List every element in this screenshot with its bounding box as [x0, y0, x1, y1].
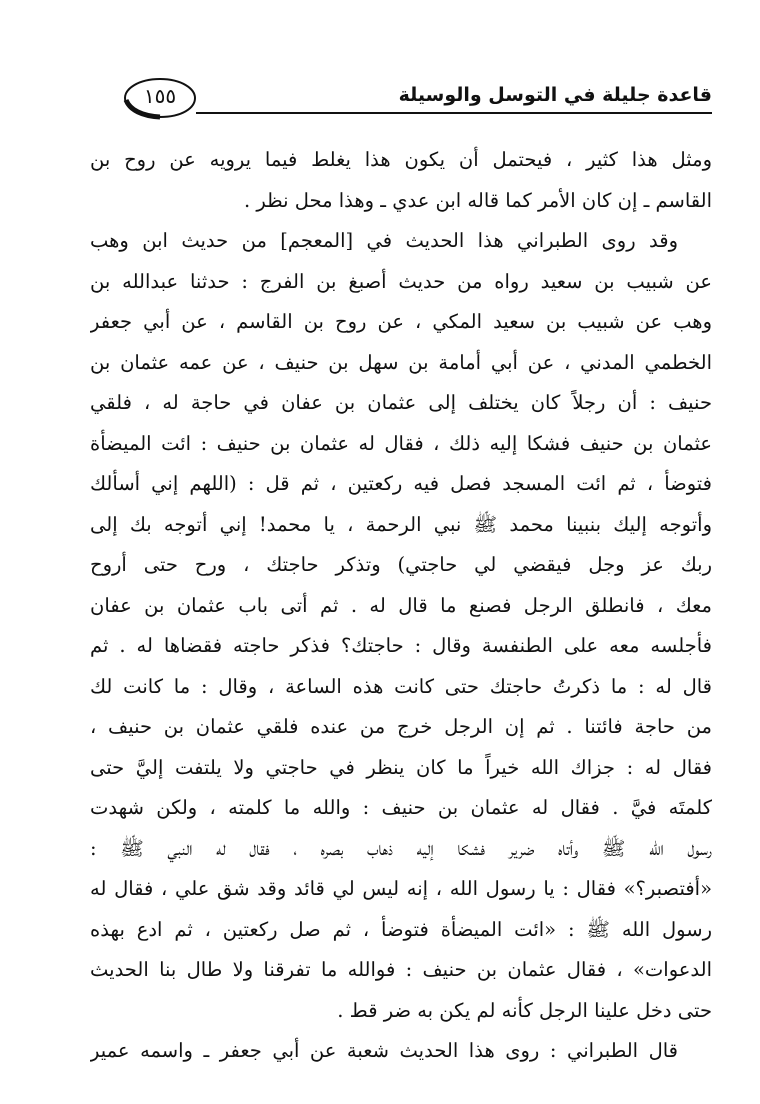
page-header [90, 70, 712, 130]
text-line: كلمتَه فيَّ . فقال له عثمان بن حنيف : والله ما كلمته ، ولكن شهدت [90, 796, 712, 819]
paragraph [90, 221, 712, 1031]
text-line: رسول الله ﷺ : «ائت الميضأة فتوضأ ، ثم صل ركعتين ، ثم ادع بهذه [90, 917, 712, 941]
header-rule [196, 112, 712, 114]
text-line: فقال له : جزاك الله خيراً ما كان ينظر في حاجتي ولا يلتفت إليَّ حتى [90, 755, 712, 779]
text-line: قال له : ما ذكرتُ حاجتك حتى كانت هذه الساعة ، وقال : ما كانت لك [90, 674, 712, 698]
text-line: وأتوجه إليك بنبينا محمد ﷺ نبي الرحمة ، يا محمد! إني أتوجه بك إلى [90, 512, 712, 536]
text-line: ومثل هذا كثير ، فيحتمل أن يكون هذا يغلط فيما يرويه عن روح بن [90, 148, 712, 171]
text-line: «أفتصبر؟» فقال : يا رسول الله ، إنه ليس لي قائد وقد شق علي ، فقال له [90, 877, 712, 900]
text-line: القاسم ـ إن كان الأمر كما قاله ابن عدي ـ وهذا محل نظر . [243, 188, 712, 212]
text-line: عن شبيب بن سعيد رواه من حديث أصبغ بن الفرج : حدثنا عبدالله بن [90, 269, 712, 293]
text-line: فتوضأ ، ثم ائت المسجد فصل فيه ركعتين ، ثم قل : (اللهم إني أسألك [90, 472, 712, 495]
page-body [90, 140, 712, 1072]
page-number: ١٥٥ [143, 84, 177, 108]
text-line: وقد روى الطبراني هذا الحديث في [المعجم] من حديث ابن وهب [90, 229, 678, 252]
text-line: حنيف : أن رجلاً كان يختلف إلى عثمان بن عفان في حاجة له ، فلقي [90, 391, 712, 414]
text-line: وهب عن شبيب بن سعيد المكي ، عن روح بن القاسم ، عن أبي جعفر [90, 310, 712, 333]
running-title: قاعدة جليلة في التوسل والوسيلة [398, 84, 712, 106]
text-line: معك ، فانطلق الرجل فصنع ما قال له . ثم أتى باب عثمان بن عفان [90, 593, 712, 617]
text-line: ربك عز وجل فيقضي لي حاجتي) وتذكر حاجتك ، ورح حتى أروح [90, 553, 712, 576]
text-line: من حاجة فائتنا . ثم إن الرجل خرج من عنده فلقي عثمان بن حنيف ، [90, 715, 712, 738]
paragraph [90, 1031, 712, 1072]
text-line: فأجلسه معه على الطنفسة وقال : حاجتك؟ فذكر حاجته فقضاها له . ثم [90, 634, 712, 657]
text-line: الدعوات» ، فقال عثمان بن حنيف : فوالله ما تفرقنا ولا طال بنا الحديث [90, 958, 712, 981]
text-line: الخطمي المدني ، عن أبي أمامة بن سهل بن حنيف ، عن عمه عثمان بن [90, 350, 712, 374]
text-line: قال الطبراني : روى هذا الحديث شعبة عن أبي جعفر ـ واسمه عمير [90, 1039, 678, 1062]
text-line: حتى دخل علينا الرجل كأنه لم يكن به ضر قط . [337, 998, 712, 1022]
text-line: رسول الله ﷺ وأتاه ضرير فشكا إليه ذهاب بصره ، فقال له النبي ﷺ : [90, 836, 712, 860]
paragraph [90, 140, 712, 221]
text-line: عثمان بن حنيف فشكا إليه ذلك ، فقال له عثمان بن حنيف : ائت الميضأة [90, 431, 712, 455]
